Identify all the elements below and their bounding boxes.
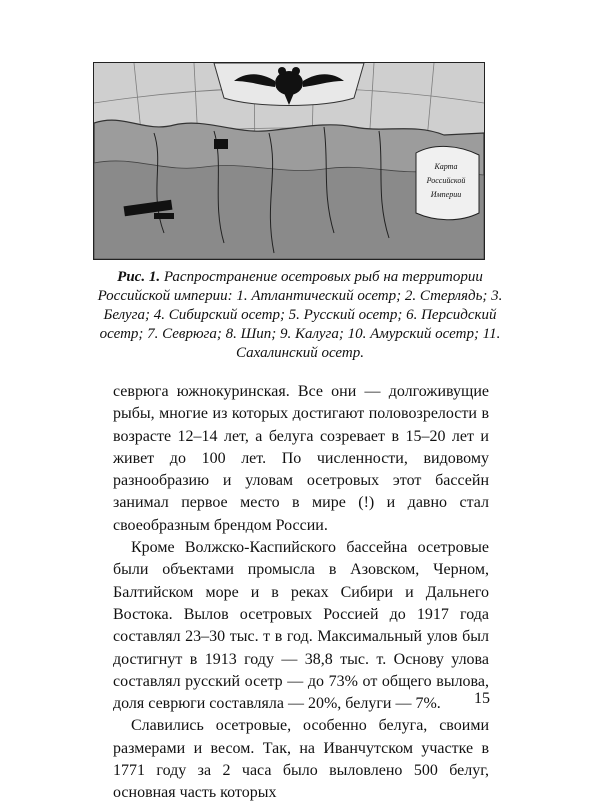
cartouche-line-1: Карта <box>434 162 458 171</box>
cartouche-line-2: Российской <box>426 176 466 185</box>
species-marker <box>214 139 228 149</box>
paragraph-2: Кроме Волжско-Каспийского бассейна осетровые были объектами промысла в Азовском, Черном, Балтийском море и в реках Сибири и Дальнего Востока. Вылов осетровых Россией до 1917 года составлял 23–30 тыс. т в год. Максимальный улов был достигнут в 1913 году — 38,8 тыс. т. Основу улова составлял русский осетр — до 73% от общего вылова, доля севрюги составляла — 20%, белуги — 7%. <box>113 539 489 713</box>
cartouche-line-3: Империи <box>430 190 462 199</box>
body-text <box>113 381 489 805</box>
page-number: 15 <box>474 690 490 707</box>
figure-caption <box>82 268 518 363</box>
figure-caption-text: Распространение осетровых рыб на территории Российской империи: 1. Атлантический осетр; 2. Стерлядь; 3. Белуга; 4. Сибирский осетр; 5. Русский осетр; 6. Персидский осетр; 7. Севрюга; 8. Шип; 9. Калуга; 10. Амурский осетр; 11. Сахалинский осетр. <box>97 269 503 361</box>
species-marker <box>154 213 174 219</box>
map-illustration <box>94 63 484 259</box>
russian-empire-map-figure <box>93 62 485 260</box>
figure-label: Рис. 1. <box>117 269 161 285</box>
paragraph-1: севрюга южнокуринская. Все они — долгоживущие рыбы, многие из которых достигают половозрелости в возрасте 12–14 лет, а белуга созревает в 15–20 лет и живет до 100 лет. По численности, видовому разнообразию и уловам осетровых этот бассейн занимал первое место в мире (!) и давно стал своеобразным брендом России. <box>113 383 489 534</box>
paragraph-3: Славились осетровые, особенно белуга, своими размерами и весом. Так, на Иванчутском участке в 1771 году за 2 часа было выловлено 500 белуг, основная часть которых <box>113 717 489 802</box>
